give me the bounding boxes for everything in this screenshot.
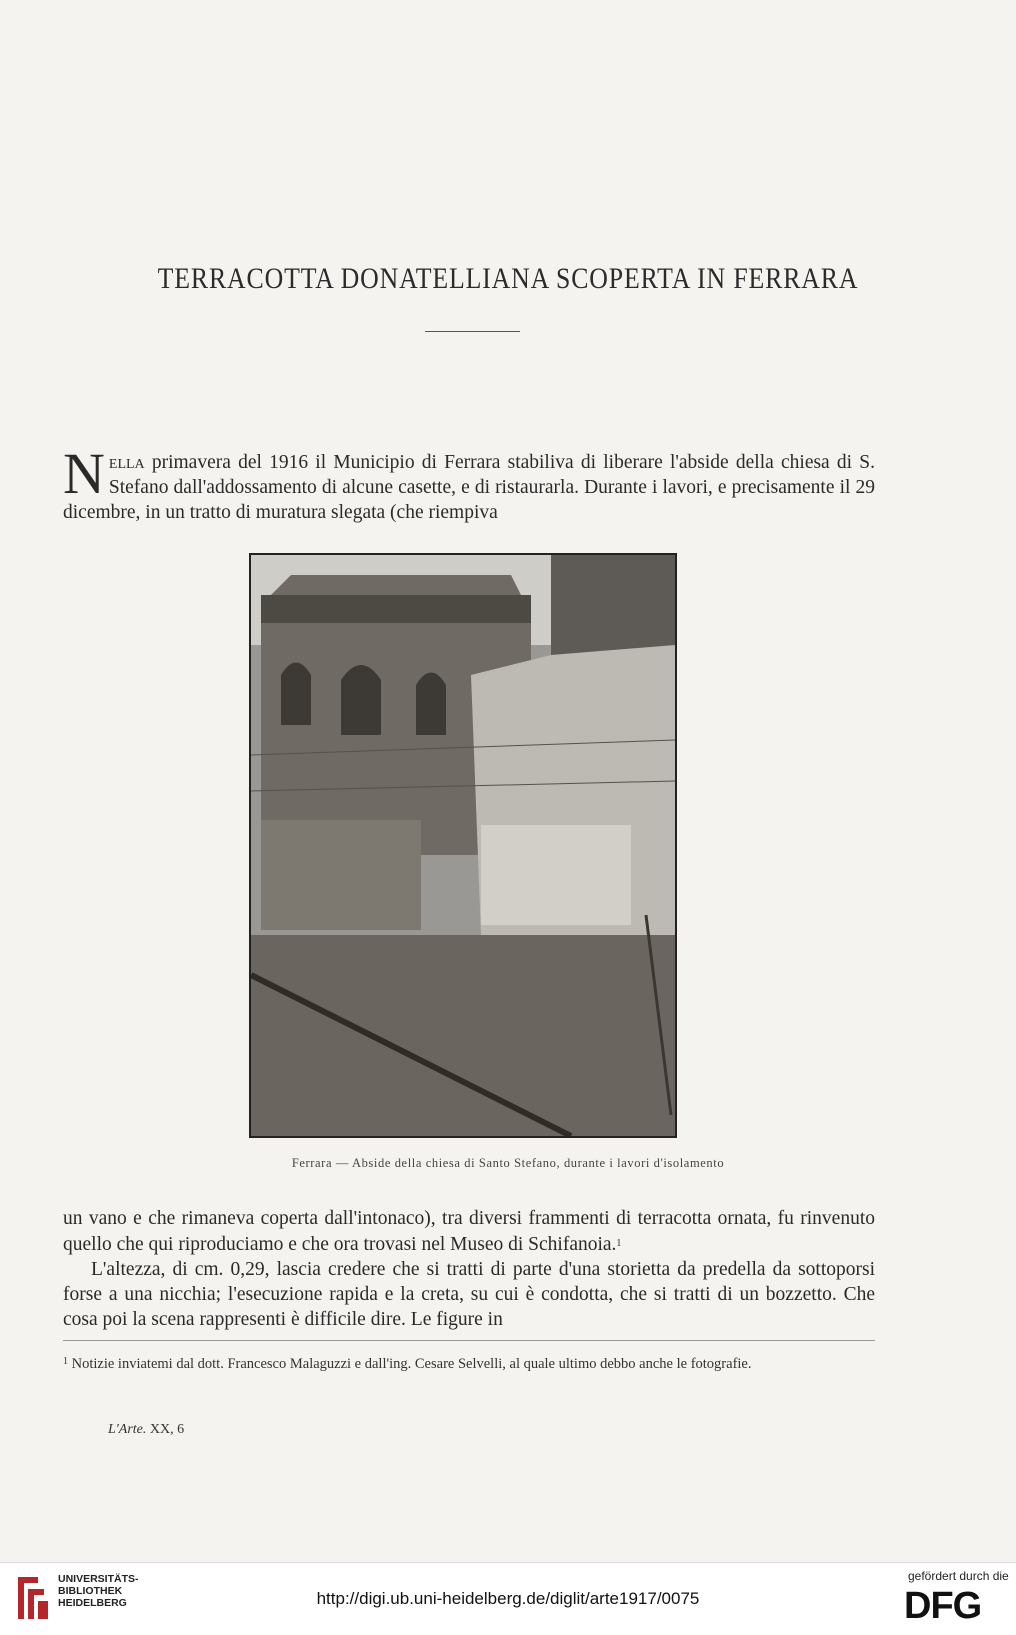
library-name-line-3: HEIDELBERG: [58, 1597, 127, 1609]
digitization-footer: [0, 1562, 1016, 1635]
article-title: TERRACOTTA DONATELLIANA SCOPERTA IN FERRARA: [157, 262, 859, 295]
footnote-mark: 1: [63, 1356, 68, 1367]
photo-caption: Ferrara — Abside della chiesa di Santo Stefano, durante i lavori d'isolamento: [291, 1156, 725, 1170]
funding-label: gefördert durch die: [908, 1569, 1009, 1583]
journal-name: L'Arte.: [108, 1422, 147, 1437]
footnote-reference: 1: [616, 1238, 622, 1249]
drop-cap: N: [63, 441, 105, 506]
title-divider: [425, 331, 520, 332]
paragraph-2-text: un vano e che rimaneva coperta dall'intonaco), tra diversi frammenti di terracotta ornata, fu rinvenuto quello che qui riproduciamo e che ora trovasi nel Museo di Schifanoia.: [63, 1208, 875, 1255]
library-name-line-2: BIBLIOTHEK: [58, 1585, 123, 1597]
page-signature: [108, 1422, 184, 1438]
footnote-text: Notizie inviatemi dal dott. Francesco Malaguzzi e dall'ing. Cesare Selvelli, al quale ultimo debbo anche le fotografie.: [68, 1356, 752, 1372]
source-url-link[interactable]: http://digi.ub.uni-heidelberg.de/diglit/arte1917/0075: [316, 1589, 700, 1608]
apse-photograph: [249, 553, 677, 1138]
library-name-line-1: UNIVERSITÄTS-: [58, 1573, 139, 1585]
opening-smallcaps: ella: [108, 452, 145, 473]
signature-volume: XX, 6: [146, 1422, 185, 1437]
dfg-logo: DFG: [904, 1585, 982, 1627]
photo-illustration: [251, 555, 675, 1136]
paragraph-1: [63, 441, 875, 525]
footnote: [63, 1352, 875, 1374]
paragraph-1-text: primavera del 1916 il Municipio di Ferrara stabiliva di liberare l'abside della chiesa di S. Stefano dall'addossamento di alcune casette, e di ristaurarla. Durante i lavori, e precisamente il 29 dicembre, in un tratto di muratura slegata (che riempiva: [63, 452, 875, 523]
footnote-divider: [63, 1340, 875, 1341]
paragraph-3: L'altezza, di cm. 0,29, lascia credere che si tratti di parte d'una storietta da predella da sottoporsi forse a una nicchia; l'esecuzione rapida e la creta, su cui è condotta, che si tratti di un bozzetto. Che cosa poi la scena rappresenti è difficile dire. Le figure in: [63, 1259, 875, 1330]
paragraph-2: [63, 1206, 875, 1332]
